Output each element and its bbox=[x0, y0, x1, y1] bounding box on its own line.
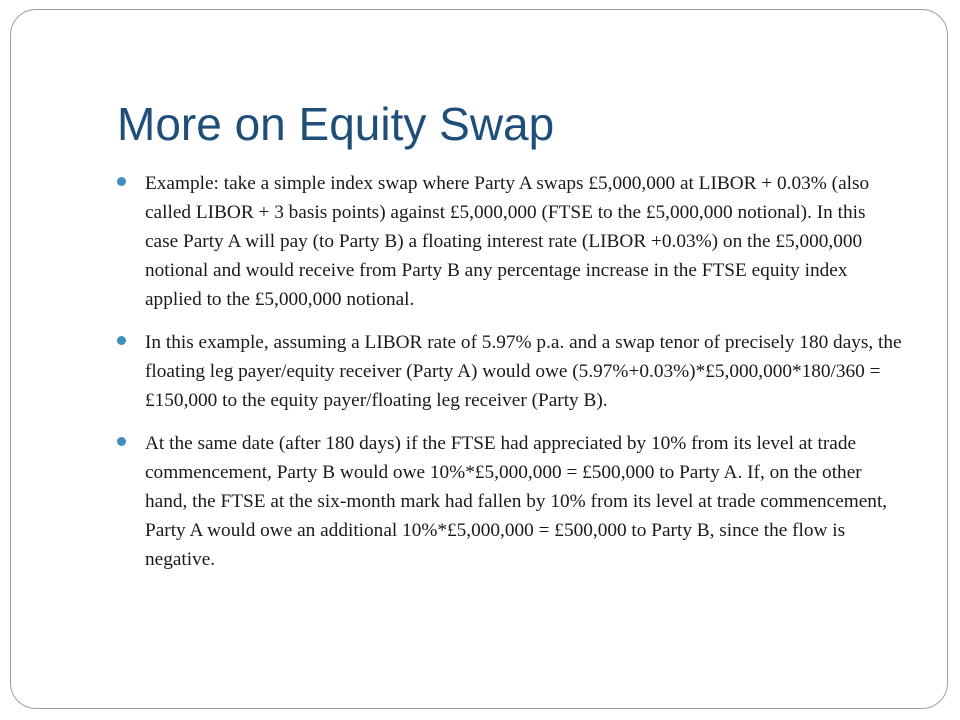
bullet-dot-icon bbox=[117, 177, 126, 186]
bullet-text: At the same date (after 180 days) if the FTSE had appreciated by 10% from its level at trade commencement, Party B would owe 10%*£5,000,000 = £500,000 to Party A. If, on the other hand, the FTSE at the six-month mark had fallen by 10% from its level at trade commencement, Party A would owe an additional 10%*£5,000,000 = £500,000 to Party B, since the flow is negative. bbox=[145, 433, 888, 570]
bullet-dot-icon bbox=[117, 336, 126, 345]
bullet-text: Example: take a simple index swap where Party A swaps £5,000,000 at LIBOR + 0.03% (also called LIBOR + 3 basis points) against £5,000,000 (FTSE to the £5,000,000 notional). In this case Party A will pay (to Party B) a floating interest rate (LIBOR +0.03%) on the £5,000,000 notional and would receive from Party B any percentage increase in the FTSE equity index applied to the £5,000,000 notional. bbox=[145, 173, 870, 310]
slide-frame bbox=[10, 9, 948, 709]
bullet-item bbox=[117, 328, 903, 415]
slide-title: More on Equity Swap bbox=[117, 98, 555, 150]
bullet-dot-icon bbox=[117, 437, 126, 446]
bullet-text: In this example, assuming a LIBOR rate of 5.97% p.a. and a swap tenor of precisely 180 days, the floating leg payer/equity receiver (Party A) would owe (5.97%+0.03%)*£5,000,000*180/360 = £150,000 to the equity payer/floating leg receiver (Party B). bbox=[145, 332, 902, 411]
bullet-item bbox=[117, 169, 903, 314]
bullet-list bbox=[117, 169, 903, 588]
bullet-item bbox=[117, 429, 903, 574]
